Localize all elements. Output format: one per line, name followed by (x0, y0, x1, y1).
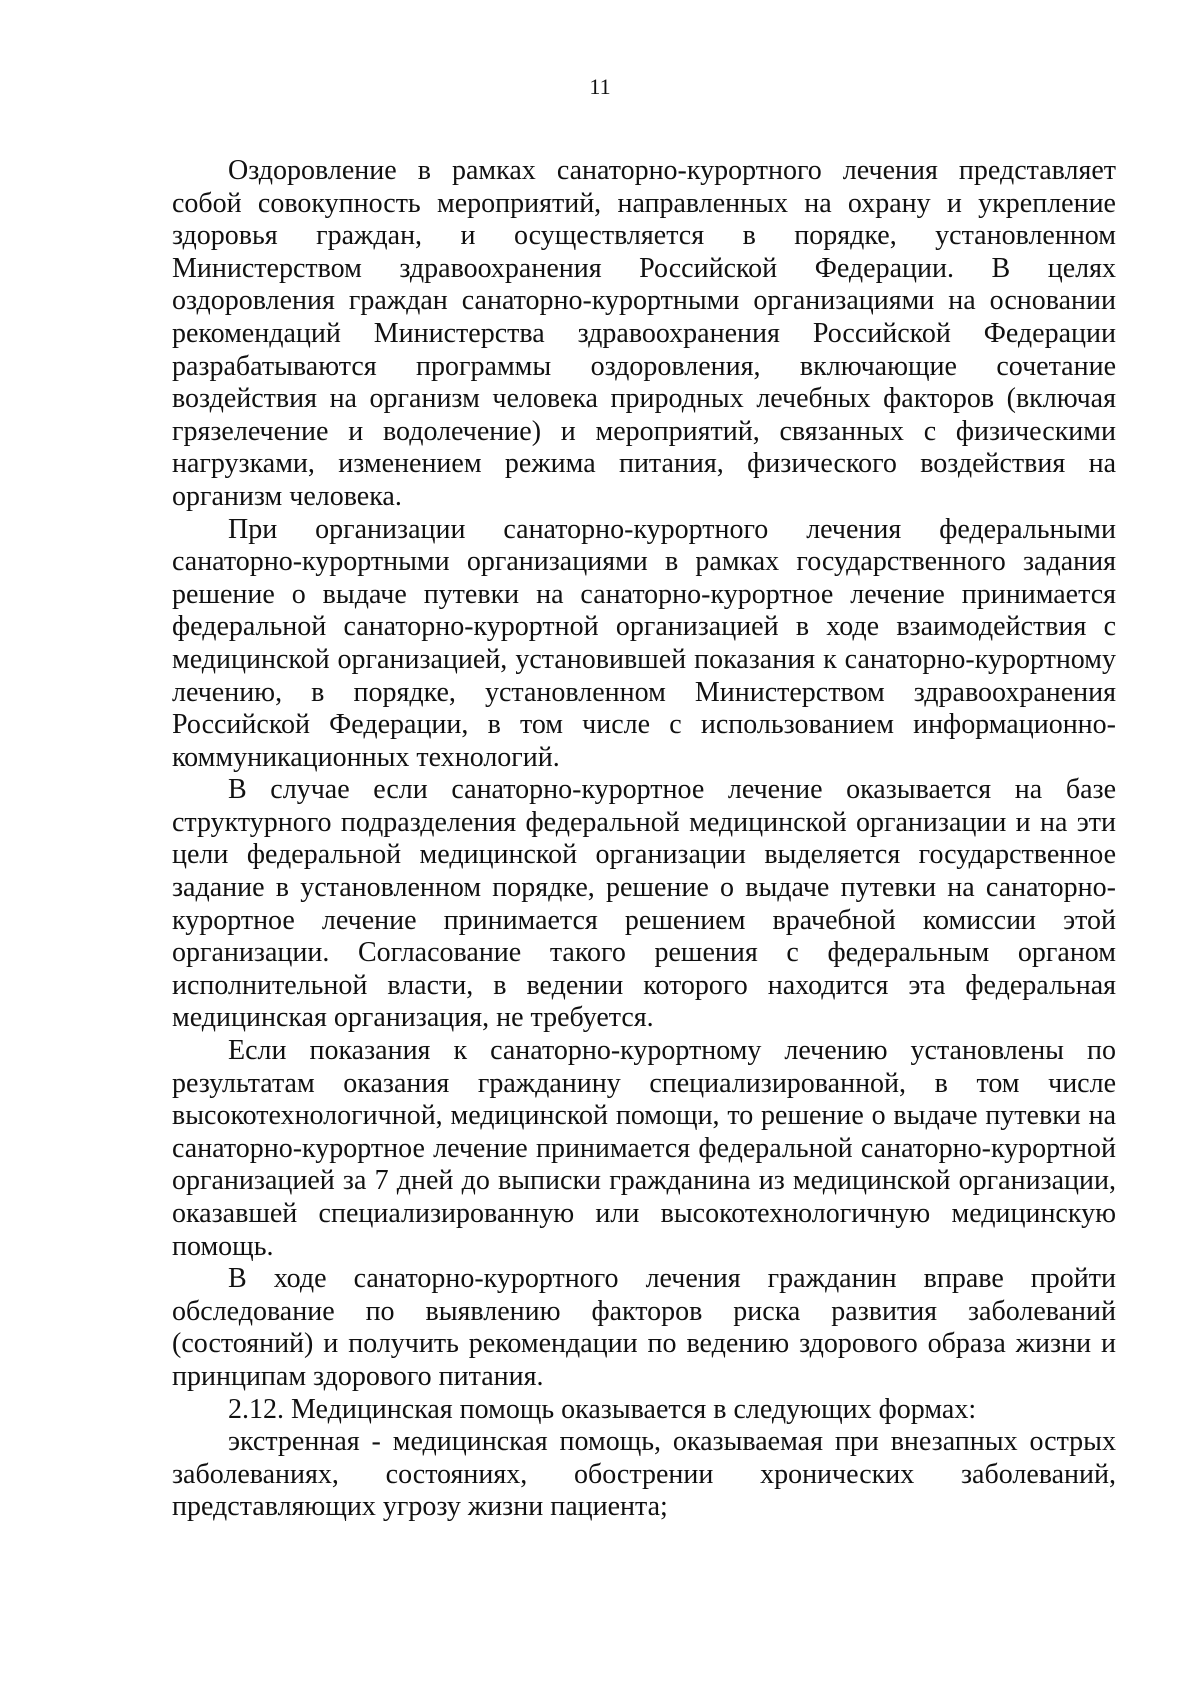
paragraph-emergency-form: экстренная - медицинская помощь, оказываемая при внезапных острых заболеваниях, состояниях, обострении хронических заболеваний, представляющих угрозу жизни пациента; (172, 1426, 1116, 1523)
paragraph-structural-subdivision: В случае если санаторно-курортное лечение оказывается на базе структурного подразделения федеральной медицинской организации и на эти цели федеральной медицинской организации выделяется государственное задание в установленном порядке, решение о выдаче путевки на санаторно-курортное лечение принимается решением врачебной комиссии этой организации. Согласование такого решения с федеральным органом исполнительной власти, в ведении которого находится эта федеральная медицинская организация, не требуется. (172, 774, 1116, 1034)
page-number: 11 (589, 74, 611, 99)
paragraph-risk-examination: В ходе санаторно-курортного лечения гражданин вправе пройти обследование по выявлению факторов риска развития заболеваний (состояний) и получить рекомендации по ведению здорового образа жизни и принципам здорового питания. (172, 1263, 1116, 1392)
paragraph-federal-organization: При организации санаторно-курортного лечения федеральными санаторно-курортными организациями в рамках государственного задания решение о выдаче путевки на санаторно-курортное лечение принимается федеральной санаторно-курортной организацией в ходе взаимодействия с медицинской организацией, установившей показания к санаторно-курортному лечению, в порядке, установленном Министерством здравоохранения Российской Федерации, в том числе с использованием информационно-коммуникационных технологий. (172, 513, 1116, 773)
paragraph-forms-heading: 2.12. Медицинская помощь оказывается в следующих формах: (228, 1393, 977, 1425)
document-body (172, 155, 1116, 1524)
paragraph-specialized-care: Если показания к санаторно-курортному лечению установлены по результатам оказания гражданину специализированной, в том числе высокотехнологичной, медицинской помощи, то решение о выдаче путевки на санаторно-курортное лечение принимается федеральной санаторно-курортной организацией за 7 дней до выписки гражданина из медицинской организации, оказавшей специализированную или высокотехнологичную медицинскую помощь. (172, 1035, 1116, 1262)
paragraph-recovery: Оздоровление в рамках санаторно-курортного лечения представляет собой совокупность мероприятий, направленных на охрану и укрепление здоровья граждан, и осуществляется в порядке, установленном Министерством здравоохранения Российской Федерации. В целях оздоровления граждан санаторно-курортными организациями на основании рекомендаций Министерства здравоохранения Российской Федерации разрабатываются программы оздоровления, включающие сочетание воздействия на организм человека природных лечебных факторов (включая грязелечение и водолечение) и мероприятий, связанных с физическими нагрузками, изменением режима питания, физического воздействия на организм человека. (172, 155, 1116, 512)
